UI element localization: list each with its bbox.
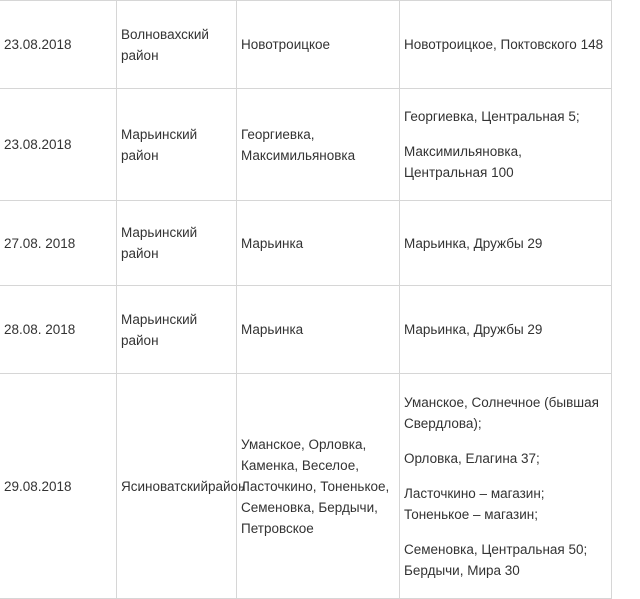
settlement-cell: Марьинка — [237, 201, 400, 286]
date-cell: 27.08. 2018 — [0, 201, 117, 286]
address-cell: Новотроицкое, Поктовского 148 — [400, 1, 612, 89]
table-row — [0, 1, 612, 89]
district-cell: Марьинский район — [117, 89, 237, 201]
table-row — [0, 286, 612, 374]
date-cell: 29.08.2018 — [0, 374, 117, 599]
date-cell: 23.08.2018 — [0, 1, 117, 89]
settlement-cell: Уманское, Орловка, Каменка, Веселое, Ласточкино, Тоненькое, Семеновка, Бердычи, Петровское — [237, 374, 400, 599]
table-row — [0, 374, 612, 599]
settlement-cell: Новотроицкое — [237, 1, 400, 89]
address-cell: Георгиевка, Центральная 5; Максимильяновка, Центральная 100 — [400, 89, 612, 201]
address-cell: Марьинка, Дружбы 29 — [400, 286, 612, 374]
district-cell: Волновахский район — [117, 1, 237, 89]
district-cell: Марьинский район — [117, 286, 237, 374]
date-cell: 28.08. 2018 — [0, 286, 117, 374]
district-cell: Марьинский район — [117, 201, 237, 286]
settlement-cell: Георгиевка, Максимильяновка — [237, 89, 400, 201]
table-row — [0, 201, 612, 286]
table-row — [0, 89, 612, 201]
settlement-cell: Марьинка — [237, 286, 400, 374]
address-cell: Марьинка, Дружбы 29 — [400, 201, 612, 286]
district-cell: Ясиноватскийрайон — [117, 374, 237, 599]
address-cell: Уманское, Солнечное (бывшая Свердлова); Орловка, Елагина 37; Ласточкино – магазин; Тоненькое – магазин; Семеновка, Центральная 50; Бердычи, Мира 30 — [400, 374, 612, 599]
date-cell: 23.08.2018 — [0, 89, 117, 201]
